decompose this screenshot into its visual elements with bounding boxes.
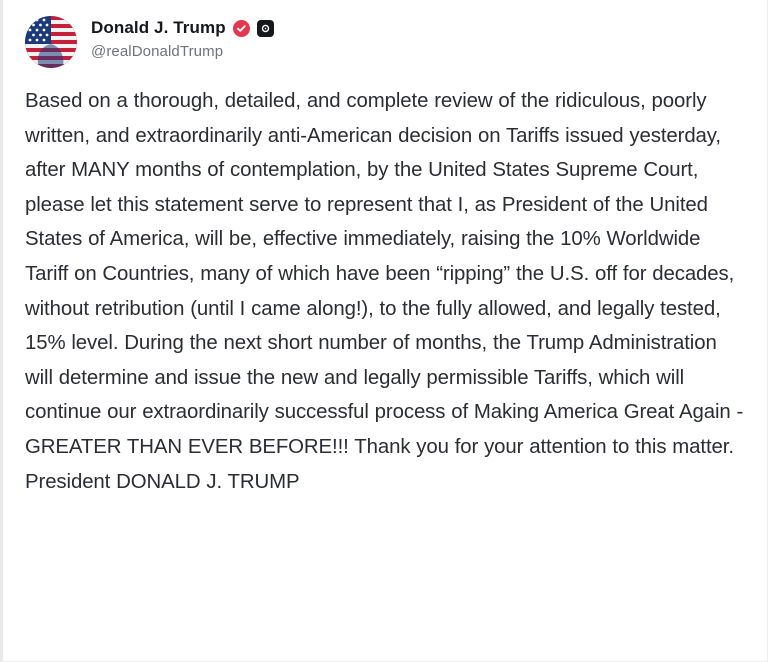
verified-check-icon xyxy=(233,20,250,37)
avatar[interactable] xyxy=(25,16,77,68)
american-flag-avatar-icon xyxy=(25,16,77,68)
author-name-row xyxy=(91,18,274,38)
post-body xyxy=(3,76,767,499)
author-handle[interactable]: @realDonaldTrump xyxy=(91,43,224,60)
post-header xyxy=(3,0,767,76)
author-identity xyxy=(91,16,274,60)
square-badge-icon xyxy=(257,20,274,37)
author-display-name[interactable]: Donald J. Trump xyxy=(91,18,226,37)
post-text: Based on a thorough, detailed, and complete review of the ridiculous, poorly written, and extraordinarily anti-American decision on Tariffs issued yesterday, after MANY months of contemplation, by the United States Supreme Court, please let this statement serve to represent that I, as President of the United States of America, will be, effective immediately, raising the 10% Worldwide Tariff on Countries, many of which have been “ripping” the U.S. off for decades, without retribution (until I came along!), to the fully allowed, and legally tested, 15% level. During the next short number of months, the Trump Administration will determine and issue the new and legally permissible Tariffs, which will continue our extraordinarily successful process of Making America Great Again - GREATER THAN EVER BEFORE!!! Thank you for your attention to this matter. President DONALD J. TRUMP xyxy=(25,90,744,493)
